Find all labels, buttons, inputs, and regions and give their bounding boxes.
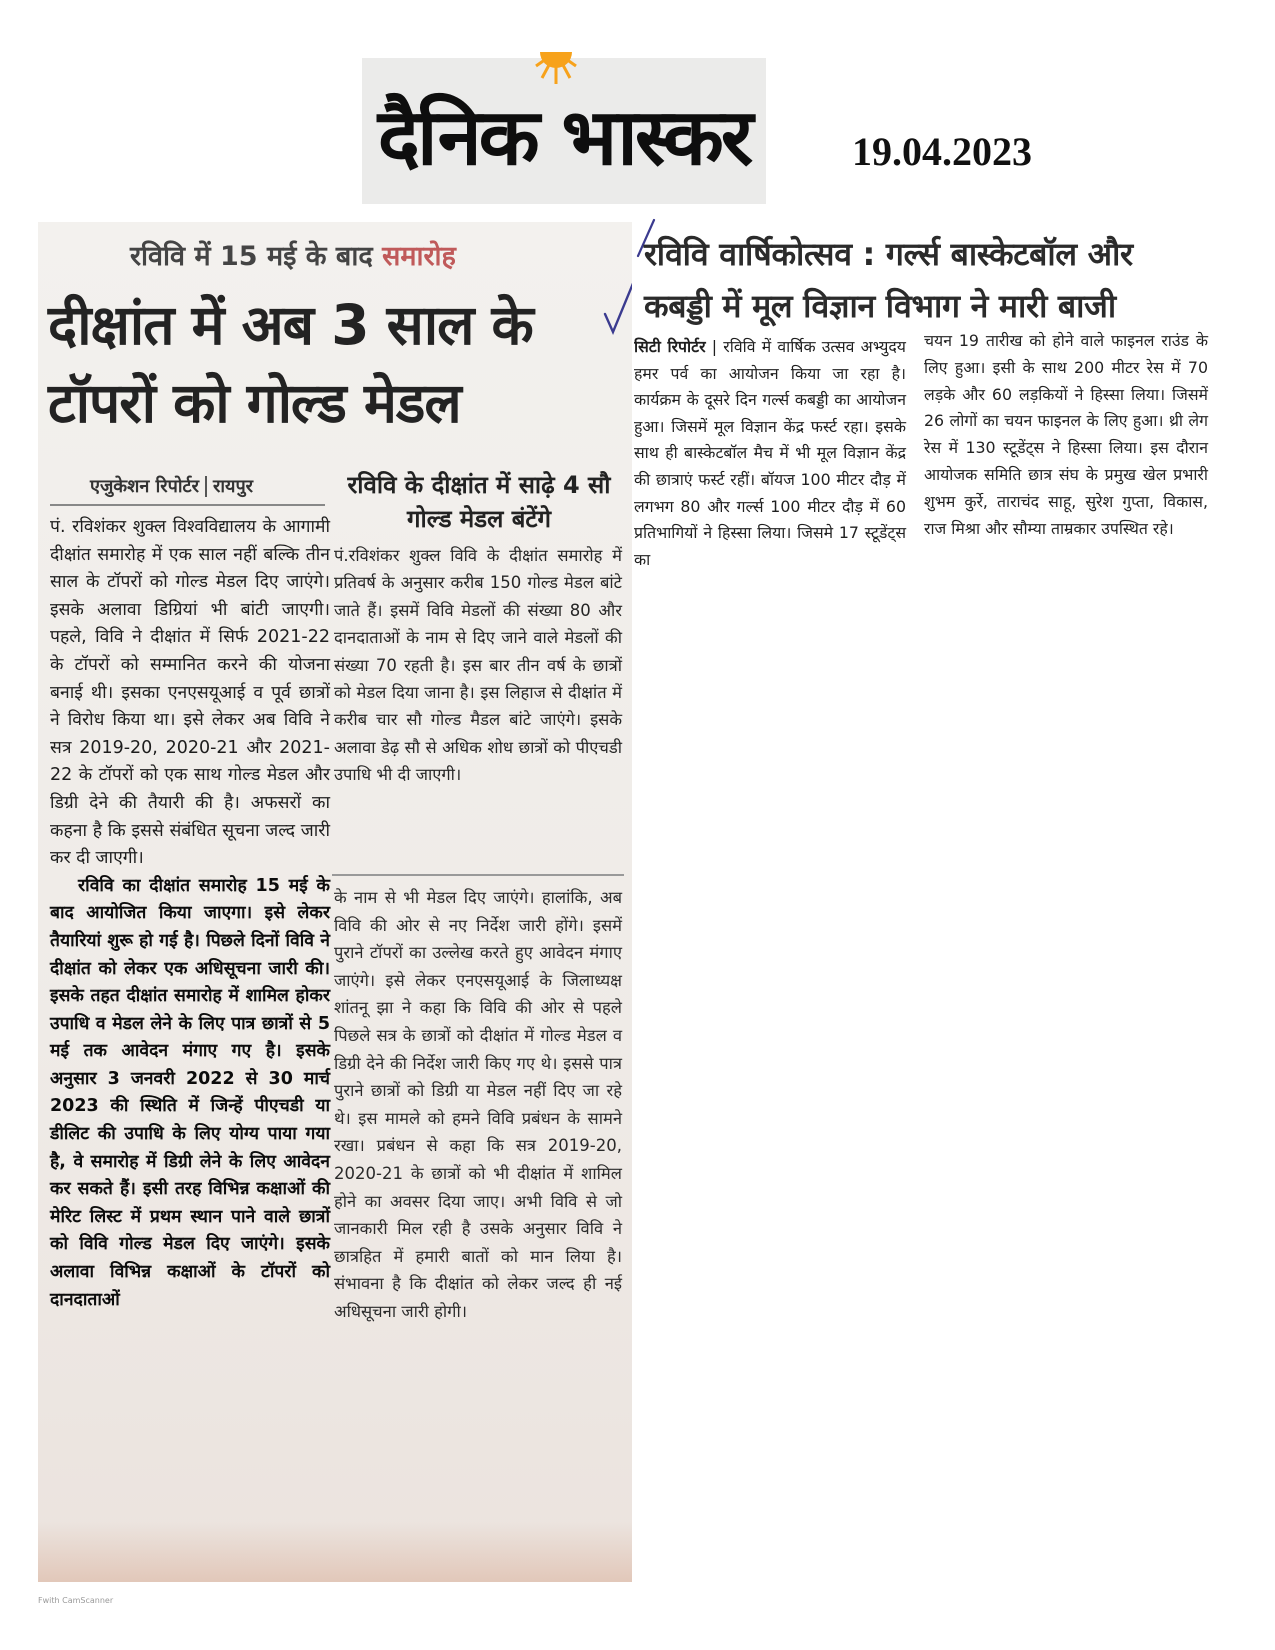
article-convocation: [38, 222, 632, 1582]
paragraph: रविवि का दीक्षांत समारोह 15 मई के बाद आयोजित किया जाएगा। इसे लेकर तैयारियां शुरू हो गई है। पिछले दिनों विवि ने दीक्षांत को लेकर एक अधिसूचना जारी की। इसके तहत दीक्षांत समारोह में शामिल होकर उपाधि व मेडल लेने के लिए पात्र छात्रों से 5 मई तक आवेदन मंगाए गए है। इसके अनुसार 3 जनवरी 2022 से 30 मार्च 2023 की स्थिति में जिन्हें पीएचडी या डीलिट की उपाधि के लिए योग्य पाया गया है, वे समारोह में डिग्री लेने के लिए आवेदन कर सकते हैं। इसी तरह विभिन्न कक्षाओं की मेरिट लिस्ट में प्रथम स्थान पाने वाले छात्रों को विवि गोल्ड मेडल दिए जाएंगे। इसके अलावा विभिन्न कक्षाओं के टॉपरों को दानदाताओं: [50, 875, 330, 1310]
kicker-accent: समारोह: [382, 241, 456, 272]
kicker-text: रविवि में 15 मई के बाद: [130, 241, 383, 272]
byline-reporter: एजुकेशन रिपोर्टर: [90, 476, 199, 497]
article-annual-fest: [634, 214, 1216, 606]
divider: [332, 874, 624, 876]
article-headline: दीक्षांत में अब 3 साल के टॉपरों को गोल्ड मेडल: [48, 293, 533, 435]
article-byline: [90, 474, 253, 498]
article-column-2: के नाम से भी मेडल दिए जाएंगे। हालांकि, अब विवि की ओर से नए निर्देश जारी होंगे। इसमें पुराने टॉपरों का उल्लेख करते हुए आवेदन मंगाए जाएंगे। इसे लेकर एनएसयूआई के जिलाध्यक्ष शांतनू झा ने कहा कि विवि की ओर से पहले पिछले सत्र के छात्रों को दीक्षांत में गोल्ड मेडल व डिग्री देने की निर्देश जारी किए गए थे। इससे पात्र पुराने छात्रों को डिग्री या मेडल नहीं दिए जा रहे थे। इस मामले को हमने विवि प्रबंधन के सामने रखा। प्रबंधन से कहा कि सत्र 2019-20, 2020-21 के छात्रों को भी दीक्षांत में शामिल होने का अवसर दिया जाए। अभी विवि से जो जानकारी मिल रही है उसके अनुसार विवि ने छात्रहित में हमारी बातों को मान लिया है। संभावना है कि दीक्षांत को लेकर जल्द ही नई अधिसूचना जारी होगी।: [334, 888, 622, 1321]
newspaper-title: दैनिक भास्कर: [377, 93, 751, 183]
sidebar-box-text: पं.रविशंकर शुक्ल विवि के दीक्षांत समारोह में प्रतिवर्ष के अनुसार करीब 150 गोल्ड मेडल बांटे जाते हैं। इसमें विवि मेडलों की संख्या 80 और दानदाताओं के नाम से दिए जाने वाले मेडलों की संख्या 70 रहती है। इस बार तीन वर्ष के छात्रों को मेडल दिया जाना है। इस लिहाज से दीक्षांत में करीब चार सौ गोल्ड मैडल बांटे जाएंगे। इसके अलावा डेढ़ सौ से अधिक शोध छात्रों को पीएचडी उपाधि भी दी जाएगी।: [334, 546, 622, 785]
issue-date: 19.04.2023: [852, 129, 1032, 174]
article-byline: सिटी रिपोर्टर: [634, 337, 706, 356]
byline-place: रायपुर: [212, 476, 254, 497]
paragraph: पं. रविशंकर शुक्ल विश्वविद्यालय के आगामी दीक्षांत समारोह में एक साल नहीं बल्कि तीन साल के टॉपरों को गोल्ड मेडल दिए जाएंगे। इसके अलावा डिग्रियां भी बांटी जाएगी। पहले, विवि ने दीक्षांत में सिर्फ 2021-22 के टॉपरों को सम्मानित करने की योजना बनाई थी। इसका एनएसयूआई व पूर्व छात्रों ने विरोध किया था। इसे लेकर अब विवि ने सत्र 2019-20, 2020-21 और 2021-22 के टॉपरों को एक साथ गोल्ड मेडल और डिग्री देने की तैयारी की है। अफसरों का कहना है कि इससे संबंधित सूचना जल्द जारी कर दी जाएगी।: [50, 517, 330, 869]
article-column-1: सिटी रिपोर्टर | रविवि में वार्षिक उत्सव अभ्युदय हमर पर्व का आयोजन किया जा रहा है। कार्यक्रम के दूसरे दिन गर्ल्स कबड्डी का आयोजन हुआ। जिसमें मूल विज्ञान केंद्र फर्स्ट रहा। इसके साथ ही बास्केटबॉल मैच में भी मूल विज्ञान केंद्र की छात्राएं फर्स्ट रहीं। बॉयज 100 मीटर दौड़ में लगभग 80 और गर्ल्स 100 मीटर दौड़ में 60 प्रतिभागियों ने हिस्सा लिया। जिसमे 17 स्टूडेंट्स का: [634, 337, 906, 569]
paragraph: रविवि में वार्षिक उत्सव अभ्युदय हमर पर्व का आयोजन किया जा रहा है। कार्यक्रम के दूसरे दिन गर्ल्स कबड्डी का आयोजन हुआ। जिसमें मूल विज्ञान केंद्र फर्स्ट रहा। इसके साथ ही बास्केटबॉल मैच में भी मूल विज्ञान केंद्र की छात्राएं फर्स्ट रहीं। बॉयज 100 मीटर दौड़ में लगभग 80 और गर्ल्स 100 मीटर दौड़ में 60 प्रतिभागियों ने हिस्सा लिया। जिसमे 17 स्टूडेंट्स का: [634, 337, 906, 569]
article-column-2: चयन 19 तारीख को होने वाले फाइनल राउंड के लिए हुआ। इसी के साथ 200 मीटर रेस में 70 लड़के और 60 लड़कियों ने हिस्सा लिया। जिसमें 26 लोगों का चयन फाइनल के लिए हुआ। थ्री लेग रेस में 130 स्टूडेंट्स ने हिस्सा लिया। इस दौरान आयोजक समिति छात्र संघ के प्रमुख खेल प्रभारी शुभम कुर्रे, ताराचंद साहू, सुरेश गुप्ता, विकास, राज मिश्रा और सौम्या ताम्रकार उपस्थित रहे।: [924, 331, 1208, 538]
masthead-logo: [362, 58, 766, 204]
checkmark-icon: [603, 262, 632, 340]
scan-watermark: Fwith CamScanner: [38, 1596, 114, 1605]
article-kicker: [130, 236, 456, 273]
divider: [50, 504, 325, 506]
article-headline: रविवि वार्षिकोत्सव : गर्ल्स बास्केटबॉल और कबड्डी में मूल विज्ञान विभाग ने मारी बाजी: [644, 235, 1133, 325]
article-column-1: [50, 514, 330, 1314]
article-subhead: रविवि के दीक्षांत में साढ़े 4 सौ गोल्ड मेडल बंटेंगे: [347, 471, 611, 533]
byline-separator: [205, 476, 207, 497]
sun-logo-icon: [534, 52, 578, 88]
paper-shadow: [38, 1522, 632, 1582]
